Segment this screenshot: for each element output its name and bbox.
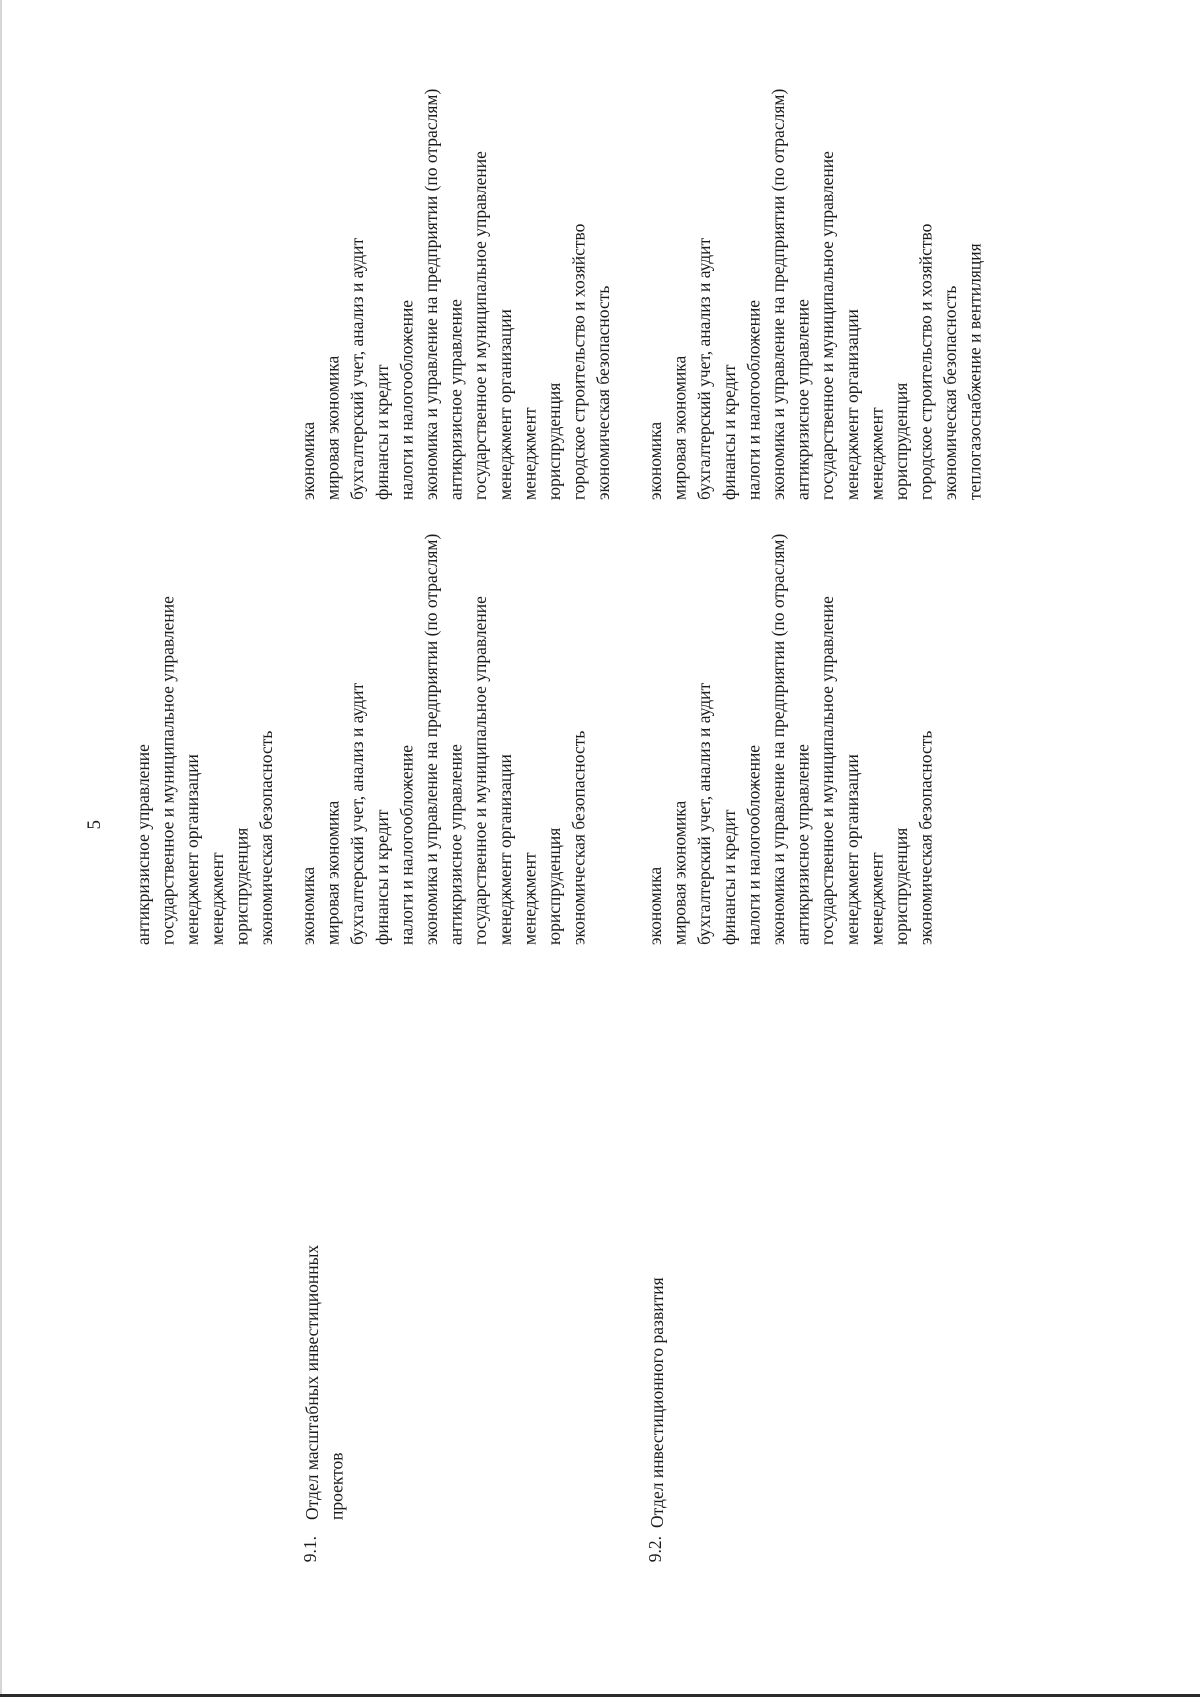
list-item: государственное и муниципальное управление [470, 151, 491, 500]
list-item: менеджмент [866, 852, 887, 945]
row-number-9-2: 9.2. [645, 1536, 665, 1563]
list-item: антикризисное управление [445, 744, 466, 945]
list-item: финансы и кредит [371, 364, 392, 500]
row-number-9-1: 9.1. [300, 1536, 320, 1563]
scan-edge [0, 0, 2, 1697]
list-item: государственное и муниципальное управление [157, 596, 178, 945]
list-item: теплогазоснабжение и вентиляция [964, 243, 985, 500]
list-item: экономическая безопасность [568, 730, 589, 945]
list-item: менеджмент организации [841, 754, 862, 945]
list-item: мировая экономика [322, 355, 343, 500]
list-item: экономика [298, 421, 318, 500]
list-item: менеджмент [519, 407, 540, 500]
list-item: менеджмент [519, 852, 540, 945]
list-item: экономика [645, 421, 665, 500]
list-item: юриспруденция [231, 827, 252, 945]
list-item: антикризисное управление [792, 744, 813, 945]
list-item: менеджмент [866, 407, 887, 500]
list-item: бухгалтерский учет, анализ и аудит [347, 237, 368, 500]
list-item: налоги и налогообложение [396, 744, 417, 945]
list-item: мировая экономика [669, 800, 690, 945]
list-item: налоги и налогообложение [743, 299, 764, 500]
list-item: налоги и налогообложение [743, 744, 764, 945]
list-item: антикризисное управление [445, 299, 466, 500]
list-item: экономическая безопасность [593, 285, 614, 500]
list-item: менеджмент организации [182, 754, 203, 945]
department-name-9-1: Отдел масштабных инвестиционных проектов [302, 1244, 347, 1520]
list-item: финансы и кредит [718, 364, 739, 500]
list-item: государственное и муниципальное управление [817, 596, 838, 945]
list-item: менеджмент организации [841, 309, 862, 500]
list-item: антикризисное управление [133, 744, 153, 945]
row-9-2-list-b [643, 0, 987, 500]
list-item: юриспруденция [890, 827, 911, 945]
list-item: экономика [298, 866, 318, 945]
list-item: экономическая безопасность [255, 730, 276, 945]
list-item: мировая экономика [322, 800, 343, 945]
list-item: менеджмент [206, 852, 227, 945]
list-item: мировая экономика [669, 355, 690, 500]
list-item: экономика и управление на предприятии (по отраслям) [767, 88, 788, 500]
list-item: финансы и кредит [718, 809, 739, 945]
list-item: экономика и управление на предприятии (по отраслям) [420, 533, 441, 945]
list-item: менеджмент организации [494, 754, 515, 945]
list-item: экономическая безопасность [915, 730, 936, 945]
page-number: 5 [84, 820, 105, 830]
list-item: бухгалтерский учет, анализ и аудит [694, 237, 715, 500]
row-9-1-list-b [296, 0, 616, 500]
list-item: юриспруденция [890, 382, 911, 500]
list-item: бухгалтерский учет, анализ и аудит [347, 682, 368, 945]
list-item: экономическая безопасность [940, 285, 961, 500]
list-item: государственное и муниципальное управление [470, 596, 491, 945]
list-item: бухгалтерский учет, анализ и аудит [694, 682, 715, 945]
list-item: государственное и муниципальное управление [817, 151, 838, 500]
list-item: налоги и налогообложение [396, 299, 417, 500]
list-item: экономика и управление на предприятии (по отраслям) [767, 533, 788, 945]
list-item: экономика [645, 866, 665, 945]
list-item: антикризисное управление [792, 299, 813, 500]
list-item: городское строительство и хозяйство [915, 223, 936, 500]
list-item: городское строительство и хозяйство [568, 223, 589, 500]
top-block-list-a [131, 0, 279, 945]
list-item: менеджмент организации [494, 309, 515, 500]
list-item: финансы и кредит [371, 809, 392, 945]
list-item: юриспруденция [543, 827, 564, 945]
list-item: юриспруденция [543, 382, 564, 500]
department-name-9-2: Отдел инвестиционного развития [647, 1277, 667, 1528]
list-item: экономика и управление на предприятии (по отраслям) [420, 88, 441, 500]
